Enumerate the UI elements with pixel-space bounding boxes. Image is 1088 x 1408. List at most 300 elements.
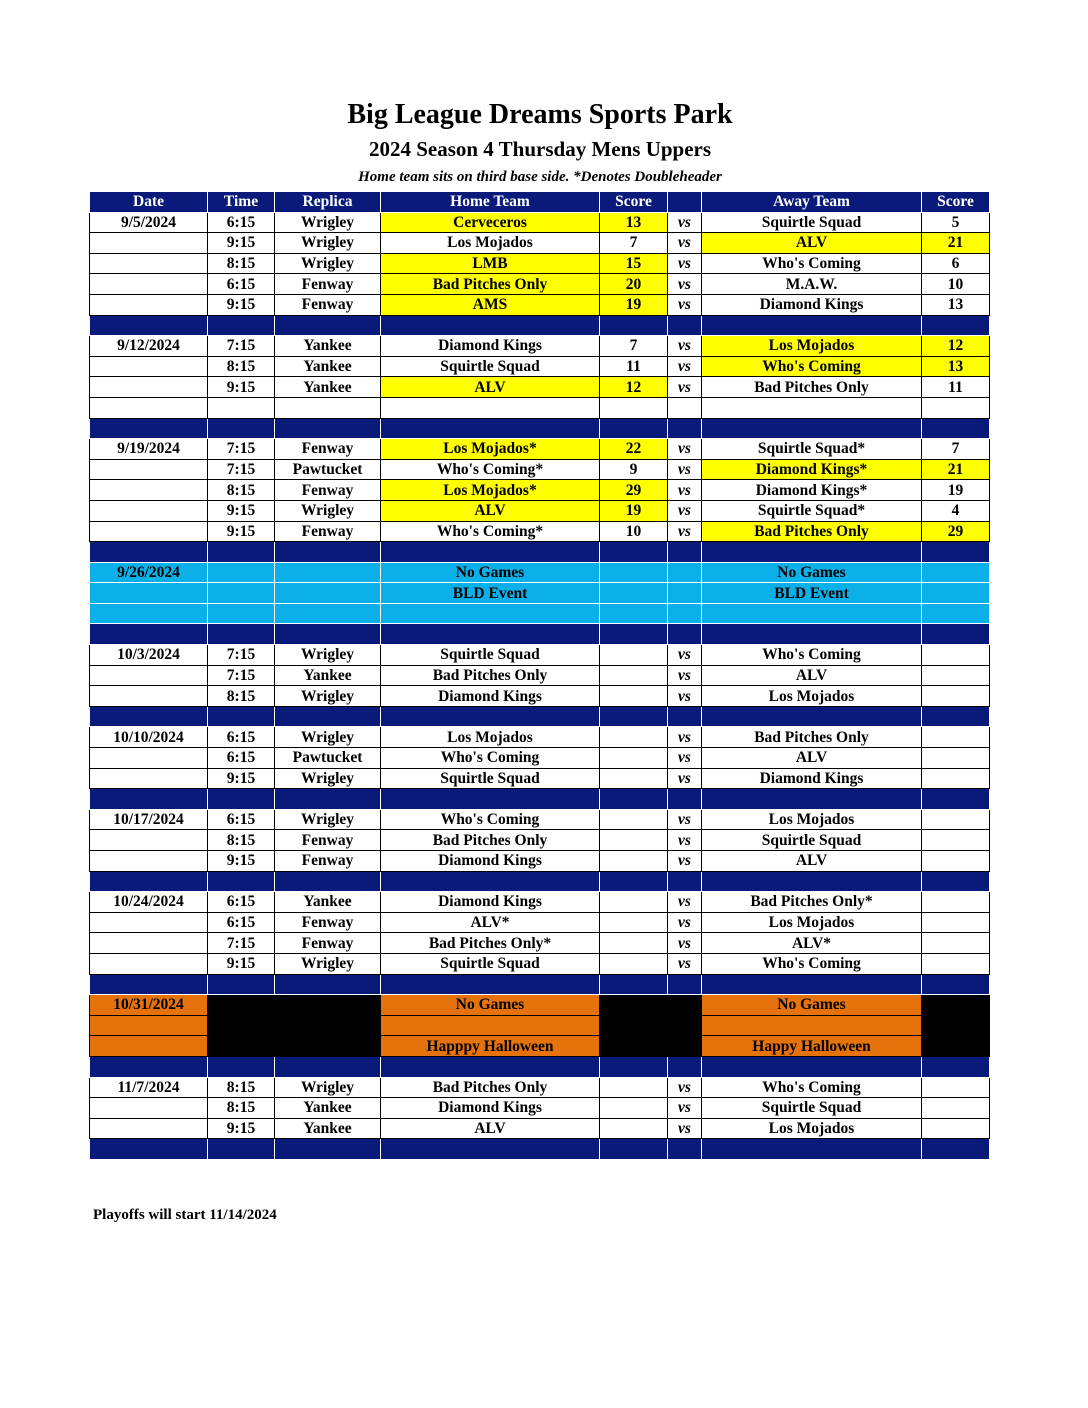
separator-cell [600,706,668,727]
away-team-cell [702,603,922,624]
separator-cell [208,706,275,727]
home-score-cell: 22 [600,439,668,460]
home-score-cell: 11 [600,356,668,377]
separator-cell [208,1139,275,1160]
home-team-cell: Who's Coming [381,809,600,830]
separator-cell [381,789,600,810]
replica-cell [275,603,381,624]
away-team-cell: No Games [702,995,922,1016]
replica-cell: Fenway [275,439,381,460]
game-row [90,1098,990,1119]
home-team-cell: Diamond Kings [381,1098,600,1119]
separator-cell [702,418,922,439]
separator-cell [922,1056,990,1077]
home-team-cell [381,397,600,418]
time-cell: 9:15 [208,1118,275,1139]
away-team-cell: Los Mojados [702,336,922,357]
replica-cell: Wrigley [275,953,381,974]
game-row [90,830,990,851]
away-score-cell: 12 [922,336,990,357]
away-score-cell [922,748,990,769]
separator-cell [381,624,600,645]
home-team-cell [381,603,600,624]
separator-cell [90,315,208,336]
week-separator-row [90,418,990,439]
vs-cell: vs [668,294,702,315]
col-header-home-score: Score [600,192,668,213]
date-cell: 9/19/2024 [90,439,208,460]
time-cell: 6:15 [208,212,275,233]
vs-cell: vs [668,912,702,933]
replica-cell: Fenway [275,933,381,954]
home-team-cell: ALV* [381,912,600,933]
col-header-home-team: Home Team [381,192,600,213]
time-cell [208,397,275,418]
away-team-cell [702,397,922,418]
time-cell: 9:15 [208,500,275,521]
home-score-cell [600,851,668,872]
separator-cell [702,315,922,336]
home-team-cell: AMS [381,294,600,315]
home-score-cell [600,830,668,851]
home-team-cell: Diamond Kings [381,851,600,872]
time-cell: 8:15 [208,480,275,501]
vs-cell: vs [668,212,702,233]
away-score-cell [922,1098,990,1119]
time-cell: 9:15 [208,851,275,872]
replica-cell: Yankee [275,1098,381,1119]
home-score-cell: 12 [600,377,668,398]
replica-cell [275,583,381,604]
vs-cell: vs [668,274,702,295]
replica-cell: Wrigley [275,809,381,830]
week-separator-row [90,1056,990,1077]
home-score-cell [600,562,668,583]
separator-cell [275,315,381,336]
separator-cell [208,1056,275,1077]
separator-cell [381,1056,600,1077]
time-cell [208,603,275,624]
separator-cell [922,789,990,810]
date-cell: 10/31/2024 [90,995,208,1016]
separator-cell [90,871,208,892]
separator-cell [600,1056,668,1077]
home-score-cell [600,645,668,666]
home-team-cell: ALV [381,1118,600,1139]
home-team-cell: Diamond Kings [381,892,600,913]
vs-cell [668,583,702,604]
away-team-cell: Who's Coming [702,953,922,974]
away-team-cell: Happy Halloween [702,1036,922,1057]
separator-cell [381,1139,600,1160]
date-cell [90,253,208,274]
away-team-cell: Diamond Kings [702,294,922,315]
separator-cell [381,706,600,727]
home-score-cell [600,953,668,974]
home-score-cell [600,1098,668,1119]
date-cell [90,583,208,604]
home-score-cell [600,748,668,769]
date-cell: 9/5/2024 [90,212,208,233]
away-team-cell: Who's Coming [702,645,922,666]
date-cell [90,665,208,686]
home-score-cell [600,809,668,830]
away-team-cell: Who's Coming [702,253,922,274]
time-cell: 9:15 [208,377,275,398]
game-row [90,336,990,357]
col-header-vs [668,192,702,213]
away-team-cell: ALV* [702,933,922,954]
separator-cell [702,871,922,892]
date-cell [90,768,208,789]
home-score-cell [600,665,668,686]
home-score-cell: 7 [600,233,668,254]
date-cell [90,748,208,769]
date-cell: 9/26/2024 [90,562,208,583]
replica-cell [275,562,381,583]
separator-cell [668,418,702,439]
home-score-cell [600,397,668,418]
home-team-cell: Who's Coming [381,748,600,769]
away-score-cell: 7 [922,439,990,460]
vs-cell: vs [668,500,702,521]
game-row [90,686,990,707]
home-team-cell: Los Mojados* [381,439,600,460]
separator-cell [275,1056,381,1077]
date-cell [90,377,208,398]
col-header-time: Time [208,192,275,213]
col-header-replica: Replica [275,192,381,213]
week-separator-row [90,789,990,810]
home-team-cell: Who's Coming* [381,459,600,480]
away-team-cell: Squirtle Squad* [702,500,922,521]
home-score-cell [600,686,668,707]
time-cell [208,995,275,1016]
game-row [90,892,990,913]
game-row [90,851,990,872]
separator-cell [208,789,275,810]
week-separator-row [90,624,990,645]
time-cell: 7:15 [208,439,275,460]
home-team-cell: No Games [381,995,600,1016]
time-cell: 9:15 [208,521,275,542]
time-cell: 6:15 [208,809,275,830]
replica-cell: Yankee [275,665,381,686]
home-score-cell: 13 [600,212,668,233]
replica-cell: Fenway [275,912,381,933]
vs-cell: vs [668,233,702,254]
separator-cell [668,542,702,563]
vs-cell: vs [668,809,702,830]
separator-cell [668,974,702,995]
time-cell: 8:15 [208,1098,275,1119]
game-row [90,1077,990,1098]
home-score-cell: 20 [600,274,668,295]
away-score-cell [922,603,990,624]
vs-cell: vs [668,521,702,542]
vs-cell: vs [668,439,702,460]
away-score-cell: 29 [922,521,990,542]
event-row [90,583,990,604]
replica-cell: Wrigley [275,1077,381,1098]
date-cell: 10/24/2024 [90,892,208,913]
away-score-cell [922,1036,990,1057]
away-score-cell [922,1015,990,1036]
schedule-table [89,191,990,1160]
home-team-cell: Los Mojados* [381,480,600,501]
away-score-cell [922,933,990,954]
vs-cell: vs [668,892,702,913]
game-row [90,521,990,542]
vs-cell: vs [668,933,702,954]
game-row [90,748,990,769]
home-team-cell: Bad Pitches Only [381,1077,600,1098]
time-cell: 8:15 [208,686,275,707]
away-team-cell: Squirtle Squad [702,830,922,851]
home-score-cell [600,603,668,624]
date-cell [90,397,208,418]
page-title: Big League Dreams Sports Park [347,99,733,130]
date-cell [90,233,208,254]
separator-cell [600,624,668,645]
time-cell: 8:15 [208,830,275,851]
home-team-cell: Cerveceros [381,212,600,233]
separator-cell [922,418,990,439]
date-cell [90,480,208,501]
away-team-cell: Squirtle Squad* [702,439,922,460]
event-row [90,562,990,583]
separator-cell [668,789,702,810]
vs-cell: vs [668,727,702,748]
date-cell [90,294,208,315]
separator-cell [668,706,702,727]
away-team-cell: ALV [702,748,922,769]
separator-cell [208,418,275,439]
date-cell: 10/10/2024 [90,727,208,748]
separator-cell [90,974,208,995]
col-header-away-team: Away Team [702,192,922,213]
week-separator-row [90,542,990,563]
separator-cell [668,1056,702,1077]
game-row [90,809,990,830]
col-header-away-score: Score [922,192,990,213]
separator-cell [208,871,275,892]
away-team-cell: Bad Pitches Only* [702,892,922,913]
game-row [90,1118,990,1139]
away-score-cell: 4 [922,500,990,521]
week-separator-row [90,871,990,892]
home-team-cell: LMB [381,253,600,274]
separator-cell [922,1139,990,1160]
time-cell: 9:15 [208,768,275,789]
separator-cell [90,418,208,439]
separator-cell [702,1056,922,1077]
away-team-cell: Los Mojados [702,809,922,830]
away-team-cell: Los Mojados [702,686,922,707]
away-score-cell [922,562,990,583]
home-score-cell: 9 [600,459,668,480]
replica-cell: Yankee [275,1118,381,1139]
home-score-cell [600,995,668,1016]
home-score-cell [600,933,668,954]
separator-cell [668,624,702,645]
separator-cell [90,1139,208,1160]
time-cell: 7:15 [208,645,275,666]
week-separator-row [90,315,990,336]
away-team-cell: Who's Coming [702,356,922,377]
separator-cell [275,542,381,563]
date-cell [90,603,208,624]
vs-cell [668,397,702,418]
home-team-cell: Squirtle Squad [381,953,600,974]
home-team-cell: Happpy Halloween [381,1036,600,1057]
separator-cell [668,315,702,336]
away-score-cell [922,953,990,974]
replica-cell: Wrigley [275,233,381,254]
vs-cell: vs [668,830,702,851]
separator-cell [90,706,208,727]
home-team-cell: Los Mojados [381,727,600,748]
game-row [90,665,990,686]
separator-cell [922,974,990,995]
date-cell [90,521,208,542]
away-score-cell: 21 [922,459,990,480]
home-score-cell [600,583,668,604]
separator-cell [702,1139,922,1160]
game-row [90,212,990,233]
replica-cell: Wrigley [275,253,381,274]
time-cell: 9:15 [208,233,275,254]
replica-cell: Fenway [275,294,381,315]
vs-cell: vs [668,768,702,789]
date-cell [90,953,208,974]
separator-cell [600,315,668,336]
holiday-row [90,1015,990,1036]
away-team-cell: M.A.W. [702,274,922,295]
away-team-cell: Diamond Kings* [702,480,922,501]
away-score-cell [922,645,990,666]
separator-cell [208,974,275,995]
game-row [90,912,990,933]
game-row [90,294,990,315]
time-cell: 6:15 [208,274,275,295]
replica-cell [275,397,381,418]
home-team-cell: Squirtle Squad [381,356,600,377]
separator-cell [208,315,275,336]
separator-cell [702,542,922,563]
separator-cell [600,418,668,439]
home-team-cell: Bad Pitches Only [381,274,600,295]
away-team-cell [702,1015,922,1036]
away-score-cell: 13 [922,356,990,377]
away-score-cell [922,830,990,851]
away-team-cell: Diamond Kings* [702,459,922,480]
vs-cell: vs [668,686,702,707]
separator-cell [922,315,990,336]
home-score-cell [600,1036,668,1057]
replica-cell [275,995,381,1016]
vs-cell: vs [668,480,702,501]
separator-cell [90,542,208,563]
separator-cell [922,871,990,892]
away-team-cell: Squirtle Squad [702,212,922,233]
time-cell: 7:15 [208,665,275,686]
separator-cell [381,418,600,439]
home-team-cell: Diamond Kings [381,336,600,357]
vs-cell: vs [668,665,702,686]
separator-cell [922,624,990,645]
separator-cell [275,624,381,645]
date-cell [90,459,208,480]
separator-cell [275,706,381,727]
home-score-cell [600,912,668,933]
away-score-cell [922,397,990,418]
game-row [90,480,990,501]
separator-cell [275,418,381,439]
home-score-cell: 29 [600,480,668,501]
vs-cell: vs [668,851,702,872]
date-cell [90,1036,208,1057]
home-team-cell: Los Mojados [381,233,600,254]
replica-cell: Wrigley [275,645,381,666]
home-team-cell: Bad Pitches Only* [381,933,600,954]
replica-cell: Wrigley [275,768,381,789]
replica-cell [275,1036,381,1057]
away-team-cell: BLD Event [702,583,922,604]
home-score-cell: 19 [600,294,668,315]
replica-cell: Fenway [275,830,381,851]
game-row [90,459,990,480]
separator-cell [600,542,668,563]
replica-cell: Fenway [275,480,381,501]
separator-cell [668,871,702,892]
away-team-cell: ALV [702,665,922,686]
separator-cell [275,871,381,892]
replica-cell: Yankee [275,892,381,913]
away-team-cell: Bad Pitches Only [702,377,922,398]
game-row [90,933,990,954]
time-cell: 6:15 [208,748,275,769]
home-team-cell: ALV [381,500,600,521]
separator-cell [208,624,275,645]
game-row [90,397,990,418]
replica-cell: Wrigley [275,500,381,521]
separator-cell [702,789,922,810]
time-cell: 8:15 [208,1077,275,1098]
date-cell [90,1118,208,1139]
away-score-cell [922,686,990,707]
vs-cell: vs [668,336,702,357]
separator-cell [702,706,922,727]
separator-cell [275,974,381,995]
separator-cell [381,974,600,995]
game-row [90,356,990,377]
home-score-cell: 15 [600,253,668,274]
event-row [90,603,990,624]
date-cell [90,851,208,872]
date-cell [90,830,208,851]
page-subtitle: 2024 Season 4 Thursday Mens Uppers [368,137,712,161]
away-team-cell: Los Mojados [702,1118,922,1139]
time-cell: 9:15 [208,953,275,974]
week-separator-row [90,706,990,727]
playoffs-note: Playoffs will start 11/14/2024 [93,1207,277,1223]
time-cell: 6:15 [208,912,275,933]
game-row [90,645,990,666]
separator-cell [90,789,208,810]
replica-cell: Fenway [275,851,381,872]
home-score-cell [600,727,668,748]
